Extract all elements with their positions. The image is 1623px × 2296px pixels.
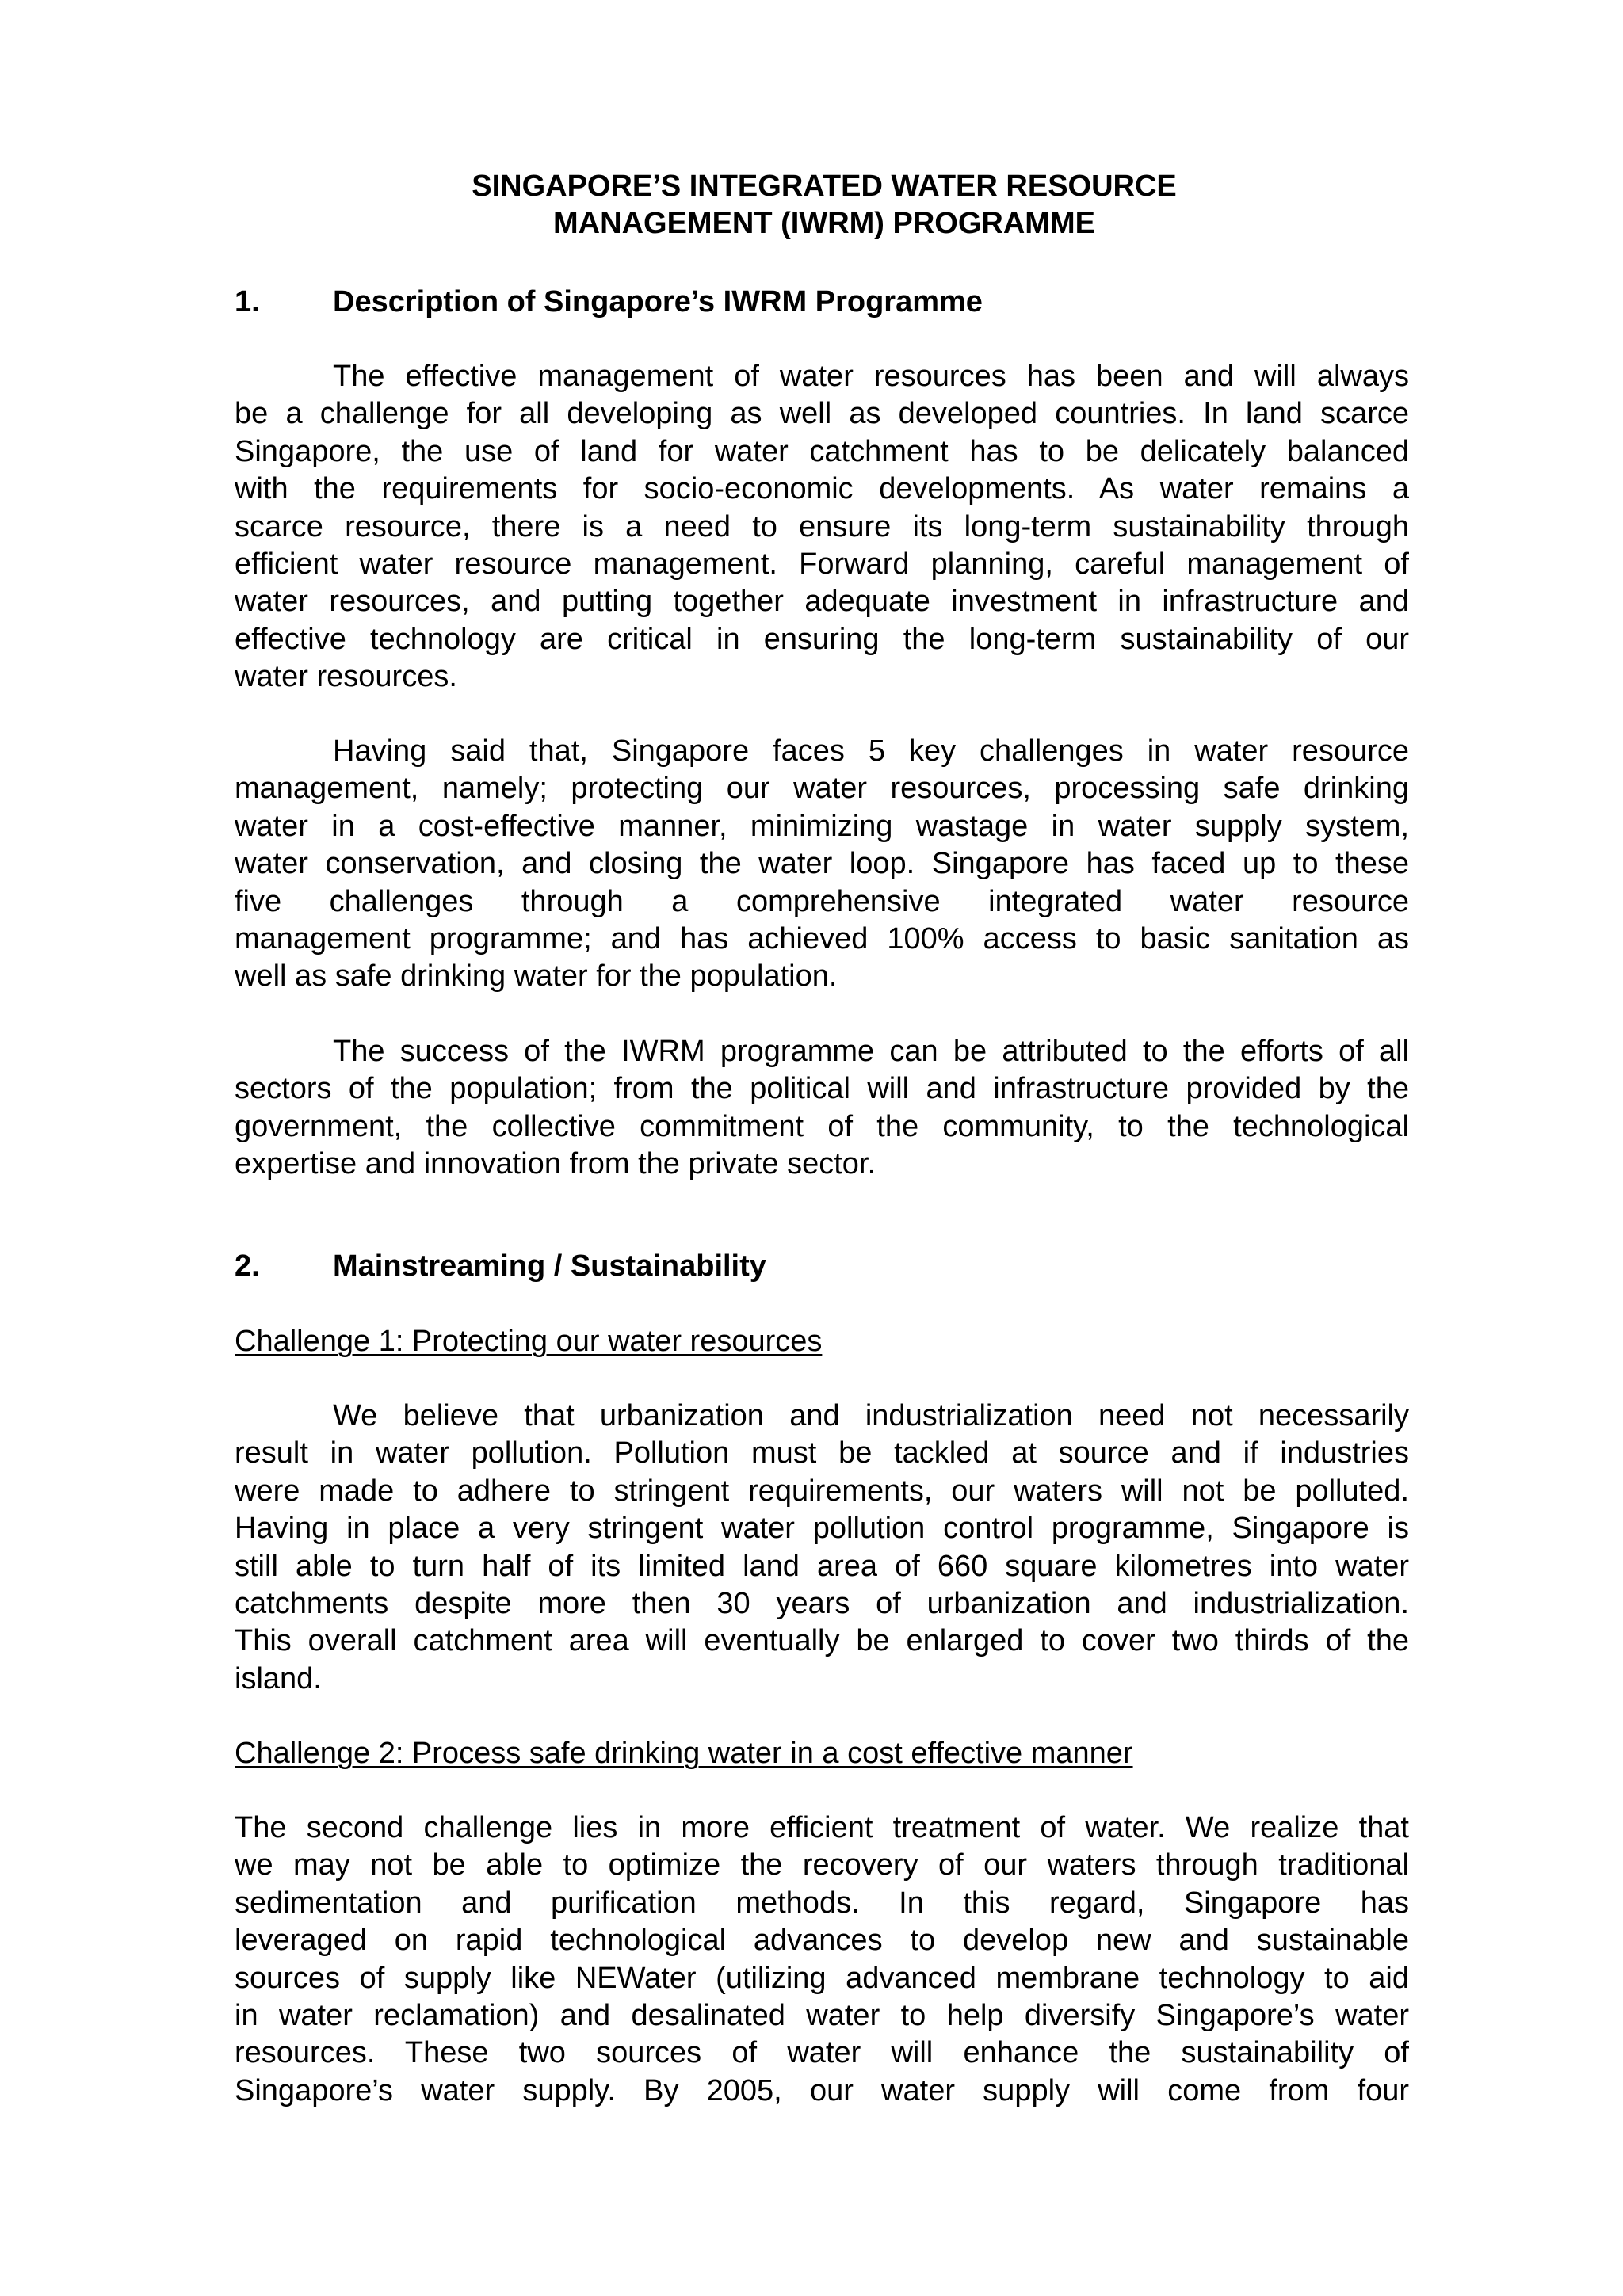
paragraph-line: water resources. <box>235 660 457 694</box>
section-2-title: Mainstreaming / Sustainability <box>333 1249 766 1283</box>
document-title <box>238 168 1411 242</box>
paragraph-line: water resources, and putting together adequate investment in infrastructure and <box>235 585 1409 619</box>
section-1-paragraph-1 <box>235 358 1409 696</box>
section-1-title: Description of Singapore’s IWRM Programme <box>333 285 983 318</box>
section-1-number: 1. <box>235 285 260 318</box>
paragraph-line: The second challenge lies in more efficient treatment of water. We realize that <box>235 1811 1409 1844</box>
section-1-paragraph-2 <box>235 733 1409 996</box>
paragraph-line: efficient water resource management. Forward planning, careful management of <box>235 547 1409 581</box>
title-line-2: MANAGEMENT (IWRM) PROGRAMME <box>553 207 1095 240</box>
paragraph-line: catchments despite more then 30 years of urbanization and industrialization. <box>235 1586 1409 1620</box>
paragraph-line: leveraged on rapid technological advances to develop new and sustainable <box>235 1924 1409 1958</box>
paragraph-line: effective technology are critical in ensuring the long-term sustainability of our <box>235 622 1409 656</box>
challenge-1-paragraph <box>235 1398 1409 1698</box>
paragraph-line: were made to adhere to stringent requirements, our waters will not be polluted. <box>235 1474 1409 1508</box>
paragraph-line: in water reclamation) and desalinated water to help diversify Singapore’s water <box>235 1998 1409 2032</box>
paragraph-line: scarce resource, there is a need to ensure its long-term sustainability through <box>235 509 1409 543</box>
paragraph-line: be a challenge for all developing as well as developed countries. In land scarce <box>235 397 1409 431</box>
paragraph-line: management programme; and has achieved 100% access to basic sanitation as <box>235 921 1409 955</box>
paragraph-line: expertise and innovation from the private sector. <box>235 1147 876 1181</box>
paragraph-line: management, namely; protecting our water resources, processing safe drinking <box>235 772 1409 806</box>
paragraph-line: island. <box>235 1661 322 1695</box>
paragraph-line: five challenges through a comprehensive integrated water resource <box>235 884 1409 918</box>
section-2-heading <box>235 1248 766 1285</box>
section-1-heading <box>235 284 983 321</box>
paragraph-line: The success of the IWRM programme can be attributed to the efforts of all <box>333 1035 1409 1068</box>
paragraph-line: we may not be able to optimize the recovery of our waters through traditional <box>235 1848 1409 1882</box>
paragraph-line: The effective management of water resources has been and will always <box>333 360 1409 393</box>
paragraph-line: sedimentation and purification methods. In this regard, Singapore has <box>235 1886 1409 1920</box>
paragraph-line: still able to turn half of its limited land area of 660 square kilometres into water <box>235 1549 1409 1583</box>
title-line-1: SINGAPORE’S INTEGRATED WATER RESOURCE <box>472 170 1177 203</box>
challenge-2-heading: Challenge 2: Process safe drinking water in a cost effective manner <box>235 1737 1133 1770</box>
paragraph-line: water conservation, and closing the water loop. Singapore has faced up to these <box>235 847 1409 881</box>
paragraph-line: Having said that, Singapore faces 5 key challenges in water resource <box>333 734 1409 768</box>
section-1-paragraph-3 <box>235 1033 1409 1184</box>
paragraph-line: government, the collective commitment of the community, to the technological <box>235 1109 1409 1143</box>
paragraph-line: with the requirements for socio-economic developments. As water remains a <box>235 472 1409 506</box>
paragraph-line: We believe that urbanization and industrialization need not necessarily <box>333 1399 1409 1432</box>
paragraph-line: Having in place a very stringent water pollution control programme, Singapore is <box>235 1512 1409 1546</box>
paragraph-line: result in water pollution. Pollution must be tackled at source and if industries <box>235 1436 1409 1470</box>
paragraph-line: sectors of the population; from the political will and infrastructure provided by the <box>235 1072 1409 1106</box>
paragraph-line: This overall catchment area will eventually be enlarged to cover two thirds of the <box>235 1624 1409 1658</box>
challenge-1-heading: Challenge 1: Protecting our water resources <box>235 1325 823 1358</box>
paragraph-line: sources of supply like NEWater (utilizing advanced membrane technology to aid <box>235 1961 1409 1995</box>
paragraph-line: water in a cost-effective manner, minimizing wastage in water supply system, <box>235 809 1409 843</box>
paragraph-line: resources. These two sources of water will enhance the sustainability of <box>235 2036 1409 2070</box>
paragraph-line: Singapore, the use of land for water catchment has to be delicately balanced <box>235 434 1409 468</box>
paragraph-line: Singapore’s water supply. By 2005, our water supply will come from four <box>235 2073 1409 2107</box>
section-2-number: 2. <box>235 1249 260 1283</box>
challenge-2-paragraph <box>235 1810 1409 2110</box>
paragraph-line: well as safe drinking water for the population. <box>235 959 838 994</box>
